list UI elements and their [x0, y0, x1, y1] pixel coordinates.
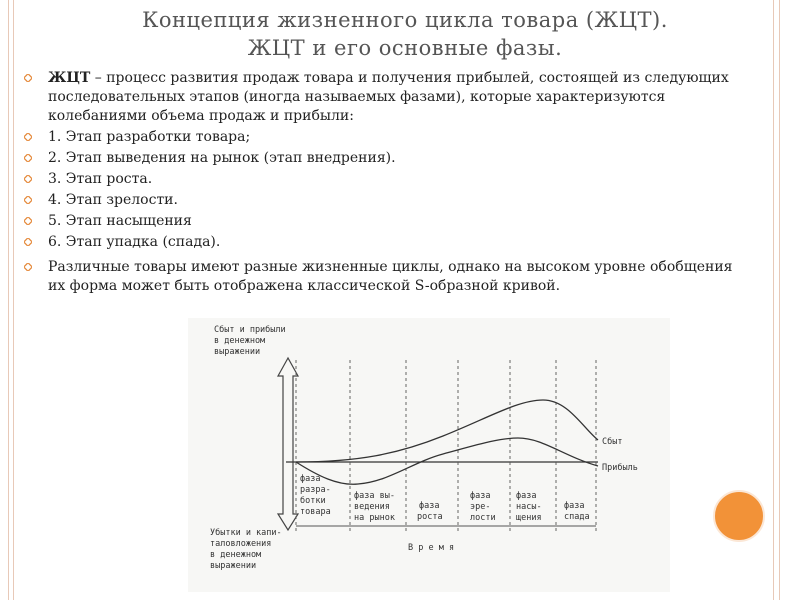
stage-text: 4. Этап зрелости.: [48, 192, 178, 208]
stage-item: [24, 233, 754, 252]
bullet-icon: [24, 196, 32, 204]
frame-line-right-inner: [773, 0, 774, 600]
stage-item: [24, 191, 754, 210]
stage-item: [24, 149, 754, 168]
stage-text: 1. Этап разработки товара;: [48, 129, 251, 145]
decorative-circle: [713, 490, 765, 542]
slide-title: [20, 6, 790, 62]
stage-item: [24, 212, 754, 231]
stage-text: 5. Этап насыщения: [48, 213, 192, 229]
slide-title-line2: ЖЦТ и его основные фазы.: [247, 36, 563, 60]
sales-curve-label: Сбыт: [602, 437, 623, 447]
phase-label: фаза вы-ведения на рынок: [354, 491, 395, 523]
bullet-icon: [24, 263, 32, 271]
phase-label: фаза роста: [417, 501, 443, 522]
intro-bullet: [24, 69, 754, 126]
phase-label: фаза эре-лости: [470, 491, 496, 523]
slide-title-line1: Концепция жизненного цикла товара (ЖЦТ).: [142, 8, 668, 32]
stage-text: 6. Этап упадка (спада).: [48, 234, 221, 250]
frame-line-left-outer: [8, 0, 9, 600]
slide-body: [24, 69, 754, 298]
intro-text: – процесс развития продаж товара и получения прибылей, состоящей из следующих последовательных этапов (иногда называемых фазами), которые характеризуются колебаниями объема продаж и прибыли:: [48, 70, 729, 124]
y-top-label: Сбыт и прибыли в денежном выражении: [214, 325, 286, 357]
conclusion-text: Различные товары имеют разные жизненные циклы, однако на высоком уровне обобщения их форма может быть отображена классической S-образной кривой.: [48, 259, 733, 294]
frame-line-right-outer: [779, 0, 780, 600]
intro-term: ЖЦТ: [48, 70, 91, 86]
profit-curve-label: Прибыль: [602, 463, 638, 473]
frame-line-left-inner: [13, 0, 14, 600]
bullet-icon: [24, 154, 32, 162]
y-bottom-label: Убытки и капи-таловложения в денежном выражении: [210, 528, 282, 571]
phase-label: фаза спада: [564, 501, 590, 522]
conclusion-bullet: [24, 258, 754, 296]
stage-text: 3. Этап роста.: [48, 171, 153, 187]
phase-label: фаза разра-ботки товара: [300, 474, 331, 517]
bullet-icon: [24, 217, 32, 225]
stage-text: 2. Этап выведения на рынок (этап внедрения).: [48, 150, 396, 166]
bullet-icon: [24, 175, 32, 183]
phase-label: фаза насы-щения: [516, 491, 542, 523]
bullet-icon: [24, 133, 32, 141]
x-axis-label: В р е м я: [408, 543, 455, 553]
bullet-icon: [24, 74, 32, 82]
bullet-icon: [24, 238, 32, 246]
lifecycle-diagram: [188, 318, 670, 592]
stage-item: [24, 170, 754, 189]
stage-item: [24, 128, 754, 147]
